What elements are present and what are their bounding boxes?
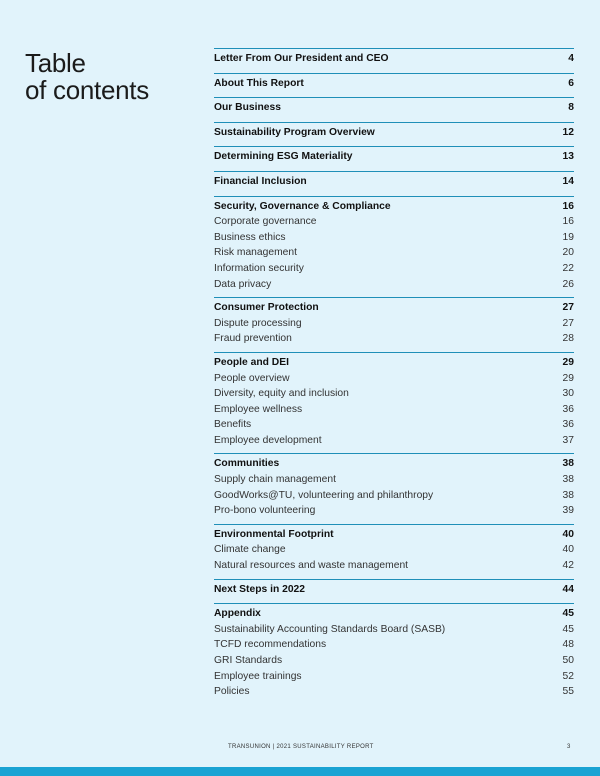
toc-entry-label: Employee wellness	[214, 403, 303, 415]
toc-section-page: 4	[568, 53, 574, 64]
toc-section-heading[interactable]	[214, 300, 574, 316]
toc-entry-label: Fraud prevention	[214, 333, 292, 345]
toc-section	[214, 171, 574, 196]
toc-entry-label: People overview	[214, 372, 290, 384]
footer-page-number: 3	[567, 744, 571, 750]
toc-section-heading[interactable]	[214, 199, 574, 215]
toc-entry-page: 52	[562, 670, 574, 682]
table-of-contents	[214, 48, 574, 705]
toc-entry[interactable]	[214, 230, 574, 246]
toc-entry-label: Benefits	[214, 419, 252, 431]
toc-section-title: Communities	[214, 458, 280, 470]
toc-section-heading[interactable]	[214, 582, 574, 598]
toc-entry[interactable]	[214, 558, 574, 574]
toc-entry-label: Supply chain management	[214, 474, 336, 486]
toc-section-title: Determining ESG Materiality	[214, 151, 353, 163]
toc-section-heading[interactable]	[214, 606, 574, 622]
toc-entry-page: 19	[562, 231, 574, 243]
toc-section-page: 8	[568, 102, 574, 114]
toc-entry-page: 26	[562, 278, 574, 290]
toc-section-heading[interactable]	[214, 100, 574, 116]
toc-entry-page: 29	[562, 372, 574, 384]
toc-section-title: About This Report	[214, 77, 304, 89]
toc-section-title: Appendix	[214, 608, 261, 620]
toc-section-page: 40	[562, 528, 574, 540]
toc-section-title: Sustainability Program Overview	[214, 126, 375, 138]
page-title-line-1: Table	[25, 48, 86, 78]
bottom-accent-bar	[0, 767, 600, 776]
toc-entry[interactable]	[214, 331, 574, 347]
toc-entry[interactable]	[214, 214, 574, 230]
toc-entry[interactable]	[214, 316, 574, 332]
toc-entry[interactable]	[214, 371, 574, 387]
page-title-line-2: of contents	[25, 75, 149, 105]
toc-section-title: Consumer Protection	[214, 302, 319, 314]
page-title	[25, 50, 149, 104]
toc-section-title: Next Steps in 2022	[214, 583, 305, 595]
toc-entry[interactable]	[214, 542, 574, 558]
toc-section	[214, 196, 574, 298]
toc-section-title: People and DEI	[214, 356, 289, 368]
toc-entry-label: GRI Standards	[214, 655, 283, 666]
toc-entry[interactable]	[214, 245, 574, 261]
toc-section-title: Financial Inclusion	[214, 175, 307, 187]
toc-section	[214, 122, 574, 147]
toc-entry-page: 39	[562, 505, 574, 517]
toc-entry-page: 36	[562, 403, 574, 415]
toc-entry-page: 27	[562, 317, 574, 329]
toc-entry-label: TCFD recommendations	[214, 639, 327, 651]
toc-entry-label: Employee development	[214, 434, 322, 446]
toc-entry-label: Natural resources and waste management	[214, 560, 409, 572]
toc-section	[214, 453, 574, 523]
toc-entry-page: 50	[562, 655, 574, 666]
toc-entry-page: 20	[562, 247, 574, 259]
toc-section-title: Letter From Our President and CEO	[214, 53, 389, 64]
toc-section	[214, 97, 574, 122]
toc-entry-page: 45	[562, 623, 574, 635]
toc-section-heading[interactable]	[214, 174, 574, 190]
toc-section	[214, 603, 574, 705]
toc-entry[interactable]	[214, 433, 574, 449]
toc-section-page: 44	[562, 583, 574, 595]
toc-section-title: Security, Governance & Compliance	[214, 200, 391, 212]
toc-entry-label: Sustainability Accounting Standards Board (SASB)	[214, 623, 446, 635]
toc-entry[interactable]	[214, 488, 574, 504]
toc-entry[interactable]	[214, 503, 574, 519]
toc-entry-label: Corporate governance	[214, 216, 317, 228]
toc-entry[interactable]	[214, 386, 574, 402]
toc-entry-page: 30	[562, 388, 574, 400]
toc-entry[interactable]	[214, 261, 574, 277]
toc-entry-label: Diversity, equity and inclusion	[214, 388, 349, 400]
toc-entry[interactable]	[214, 653, 574, 669]
toc-section-heading[interactable]	[214, 149, 574, 165]
toc-entry-page: 38	[562, 489, 574, 501]
footer-text: TRANSUNION | 2021 SUSTAINABILITY REPORT	[228, 744, 374, 750]
toc-entry-label: Business ethics	[214, 231, 286, 243]
toc-entry[interactable]	[214, 417, 574, 433]
toc-section-page: 13	[562, 151, 574, 163]
toc-section	[214, 352, 574, 454]
toc-entry[interactable]	[214, 684, 574, 700]
toc-section-heading[interactable]	[214, 76, 574, 92]
toc-entry-label: Dispute processing	[214, 317, 302, 329]
toc-entry-page: 55	[562, 686, 574, 698]
toc-entry-label: Climate change	[214, 544, 286, 556]
toc-entry[interactable]	[214, 622, 574, 638]
toc-entry-label: Data privacy	[214, 278, 272, 290]
toc-section-title: Our Business	[214, 102, 281, 114]
toc-entry[interactable]	[214, 402, 574, 418]
toc-section-page: 29	[562, 356, 574, 368]
toc-entry-page: 37	[562, 434, 574, 446]
toc-entry-label: Pro-bono volunteering	[214, 505, 316, 517]
toc-section-heading[interactable]	[214, 125, 574, 141]
toc-entry-label: Employee trainings	[214, 670, 302, 682]
toc-section	[214, 579, 574, 604]
toc-entry-page: 22	[562, 262, 574, 274]
toc-entry-page: 38	[562, 474, 574, 486]
toc-section-heading[interactable]	[214, 51, 574, 67]
toc-section-heading[interactable]	[214, 355, 574, 371]
toc-section-page: 16	[562, 200, 574, 212]
toc-entry-page: 28	[562, 333, 574, 345]
toc-entry-page: 40	[562, 544, 574, 556]
toc-section-page: 6	[568, 77, 574, 89]
toc-entry[interactable]	[214, 277, 574, 293]
toc-section-page: 14	[562, 175, 574, 187]
toc-section	[214, 146, 574, 171]
toc-entry[interactable]	[214, 472, 574, 488]
toc-section-heading[interactable]	[214, 527, 574, 543]
toc-entry-page: 48	[562, 639, 574, 651]
toc-section-page: 12	[562, 126, 574, 138]
toc-entry-label: Information security	[214, 262, 304, 274]
toc-entry-label: Risk management	[214, 247, 297, 259]
toc-section-page: 38	[562, 458, 574, 470]
toc-entry-page: 36	[562, 419, 574, 431]
toc-entry-page: 16	[562, 216, 574, 228]
toc-entry[interactable]	[214, 669, 574, 685]
toc-section-heading[interactable]	[214, 456, 574, 472]
toc-entry[interactable]	[214, 637, 574, 653]
toc-entry-label: Policies	[214, 686, 250, 698]
toc-section	[214, 48, 574, 73]
toc-section	[214, 73, 574, 98]
toc-entry-label: GoodWorks@TU, volunteering and philanthropy	[214, 489, 434, 501]
toc-section	[214, 524, 574, 579]
toc-entry-page: 42	[562, 560, 574, 572]
toc-section-title: Environmental Footprint	[214, 528, 334, 540]
toc-section	[214, 297, 574, 352]
toc-section-page: 45	[562, 608, 574, 620]
toc-section-page: 27	[562, 302, 574, 314]
